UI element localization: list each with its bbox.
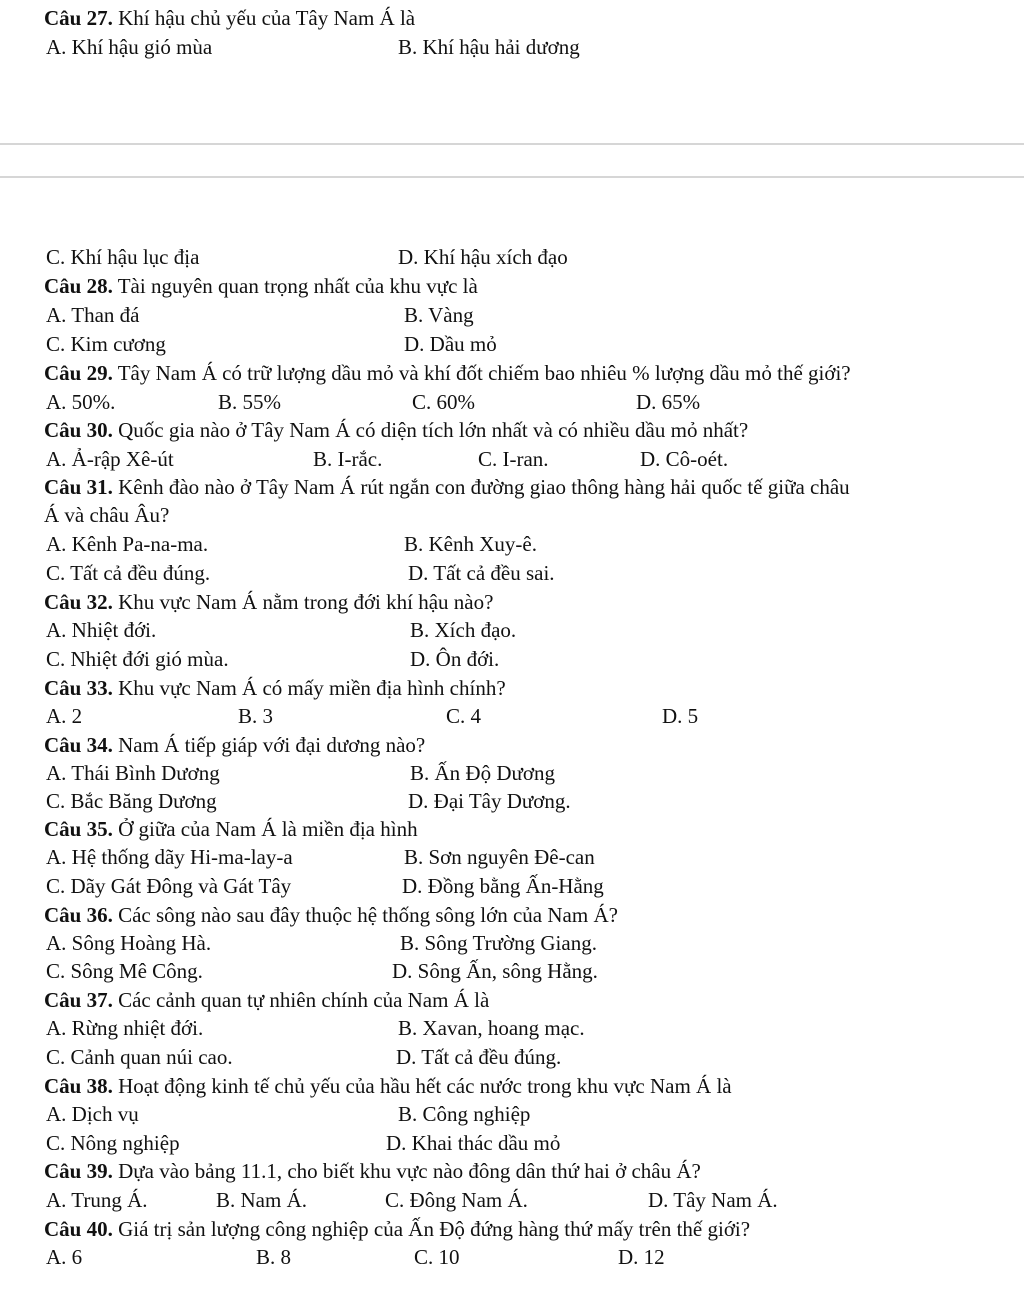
option-d: D. Cô-oét. (640, 447, 729, 471)
question-label: Câu 37. (44, 988, 113, 1012)
option-b: B. 8 (256, 1245, 292, 1269)
option-d: D. Ôn đới. (410, 647, 500, 671)
option-b: B. Vàng (404, 303, 474, 327)
option-b: B. 55% (218, 390, 281, 414)
option-c: C. Sông Mê Công. (46, 959, 203, 983)
question-35 (44, 815, 418, 843)
option-d: D. Tây Nam Á. (648, 1188, 778, 1212)
option-d: D. Tất cả đều sai. (408, 561, 555, 585)
question-label: Câu 32. (44, 590, 113, 614)
option-c: C. Nông nghiệp (46, 1131, 180, 1155)
option-b: B. Nam Á. (216, 1188, 307, 1212)
option-d: D. Tất cả đều đúng. (396, 1045, 562, 1069)
option-a: A. Than đá (46, 303, 140, 327)
option-c: C. 60% (412, 390, 475, 414)
question-text: Hoạt động kinh tế chủ yếu của hầu hết các nước trong khu vực Nam Á là (112, 1074, 732, 1098)
question-label: Câu 39. (44, 1159, 113, 1183)
question-text: Khí hậu chủ yếu của Tây Nam Á là (112, 6, 416, 30)
question-37 (44, 986, 489, 1014)
question-label: Câu 36. (44, 903, 113, 927)
question-32 (44, 588, 493, 616)
question-text: Quốc gia nào ở Tây Nam Á có diện tích lớn nhất và có nhiều dầu mỏ nhất? (112, 418, 749, 442)
question-30 (44, 416, 748, 444)
option-c: C. Nhiệt đới gió mùa. (46, 647, 229, 671)
option-d: D. Dầu mỏ (404, 332, 497, 356)
option-d: D. Đại Tây Dương. (408, 789, 571, 813)
question-39 (44, 1157, 701, 1185)
question-34 (44, 731, 425, 759)
question-label: Câu 35. (44, 817, 113, 841)
question-text: Tài nguyên quan trọng nhất của khu vực là (112, 274, 478, 298)
question-text: Nam Á tiếp giáp với đại dương nào? (112, 733, 426, 757)
question-27 (44, 4, 415, 32)
question-label: Câu 33. (44, 676, 113, 700)
option-a: A. 50%. (46, 390, 116, 414)
option-d: D. 5 (662, 704, 699, 728)
option-b: B. Công nghiệp (398, 1102, 531, 1126)
option-d: D. Sông Ấn, sông Hằng. (392, 959, 598, 983)
option-b: B. Khí hậu hải dương (398, 35, 580, 59)
question-text: Các sông nào sau đây thuộc hệ thống sông lớn của Nam Á? (112, 903, 618, 927)
divider-line (0, 143, 1024, 145)
option-c: C. Khí hậu lục địa (46, 245, 200, 269)
option-b: B. Xavan, hoang mạc. (398, 1016, 585, 1040)
question-38 (44, 1072, 732, 1100)
option-c: C. 4 (446, 704, 482, 728)
question-text: Giá trị sản lượng công nghiệp của Ấn Độ đứng hàng thứ mấy trên thế giới? (112, 1217, 751, 1241)
option-c: C. I-ran. (478, 447, 549, 471)
question-40 (44, 1215, 750, 1243)
question-label: Câu 30. (44, 418, 113, 442)
question-label: Câu 28. (44, 274, 113, 298)
option-c: C. Tất cả đều đúng. (46, 561, 211, 585)
option-d: D. Khí hậu xích đạo (398, 245, 568, 269)
option-a: A. Nhiệt đới. (46, 618, 157, 642)
option-a: A. 2 (46, 704, 83, 728)
option-a: A. Khí hậu gió mùa (46, 35, 213, 59)
option-a: A. 6 (46, 1245, 83, 1269)
question-label: Câu 40. (44, 1217, 113, 1241)
option-c: C. Dãy Gát Đông và Gát Tây (46, 874, 292, 898)
question-label: Câu 31. (44, 475, 113, 499)
option-b: B. Kênh Xuy-ê. (404, 532, 537, 556)
question-36 (44, 901, 618, 929)
option-c: C. Cảnh quan núi cao. (46, 1045, 233, 1069)
option-d: D. 65% (636, 390, 701, 414)
page-gap (0, 78, 1024, 238)
option-a: A. Rừng nhiệt đới. (46, 1016, 204, 1040)
option-d: D. Khai thác dầu mỏ (386, 1131, 561, 1155)
option-d: D. 12 (618, 1245, 665, 1269)
question-29 (44, 359, 851, 387)
option-c: C. Bắc Băng Dương (46, 789, 217, 813)
option-b: B. Ấn Độ Dương (410, 761, 555, 785)
option-c: C. Đông Nam Á. (385, 1188, 528, 1212)
question-33 (44, 674, 506, 702)
question-31 (44, 473, 850, 501)
question-text: Các cảnh quan tự nhiên chính của Nam Á là (112, 988, 490, 1012)
option-b: B. 3 (238, 704, 274, 728)
option-c: C. Kim cương (46, 332, 166, 356)
question-text: Kênh đào nào ở Tây Nam Á rút ngắn con đường giao thông hàng hải quốc tế giữa châu (112, 475, 850, 499)
option-a: A. Trung Á. (46, 1188, 148, 1212)
option-b: B. Sông Trường Giang. (400, 931, 597, 955)
question-31-continuation: Á và châu Âu? (44, 503, 170, 527)
option-c: C. 10 (414, 1245, 460, 1269)
option-a: A. Thái Bình Dương (46, 761, 220, 785)
divider-line (0, 176, 1024, 178)
option-d: D. Đồng bằng Ấn-Hằng (402, 874, 604, 898)
question-text: Dựa vào bảng 11.1, cho biết khu vực nào đông dân thứ hai ở châu Á? (112, 1159, 701, 1183)
question-text: Khu vực Nam Á có mấy miền địa hình chính? (112, 676, 506, 700)
question-label: Câu 34. (44, 733, 113, 757)
option-a: A. Sông Hoàng Hà. (46, 931, 212, 955)
option-b: B. Sơn nguyên Đê-can (404, 845, 595, 869)
option-a: A. Kênh Pa-na-ma. (46, 532, 209, 556)
question-label: Câu 38. (44, 1074, 113, 1098)
option-b: B. I-rắc. (313, 447, 383, 471)
question-label: Câu 29. (44, 361, 113, 385)
question-text: Khu vực Nam Á nằm trong đới khí hậu nào? (112, 590, 494, 614)
option-a: A. Ả-rập Xê-út (46, 447, 174, 471)
option-a: A. Hệ thống dãy Hi-ma-lay-a (46, 845, 293, 869)
option-b: B. Xích đạo. (410, 618, 517, 642)
question-text: Tây Nam Á có trữ lượng dầu mỏ và khí đốt chiếm bao nhiêu % lượng dầu mỏ thế giới? (112, 361, 851, 385)
option-a: A. Dịch vụ (46, 1102, 139, 1126)
question-text: Ở giữa của Nam Á là miền địa hình (112, 817, 418, 841)
question-label: Câu 27. (44, 6, 113, 30)
question-28 (44, 272, 478, 300)
